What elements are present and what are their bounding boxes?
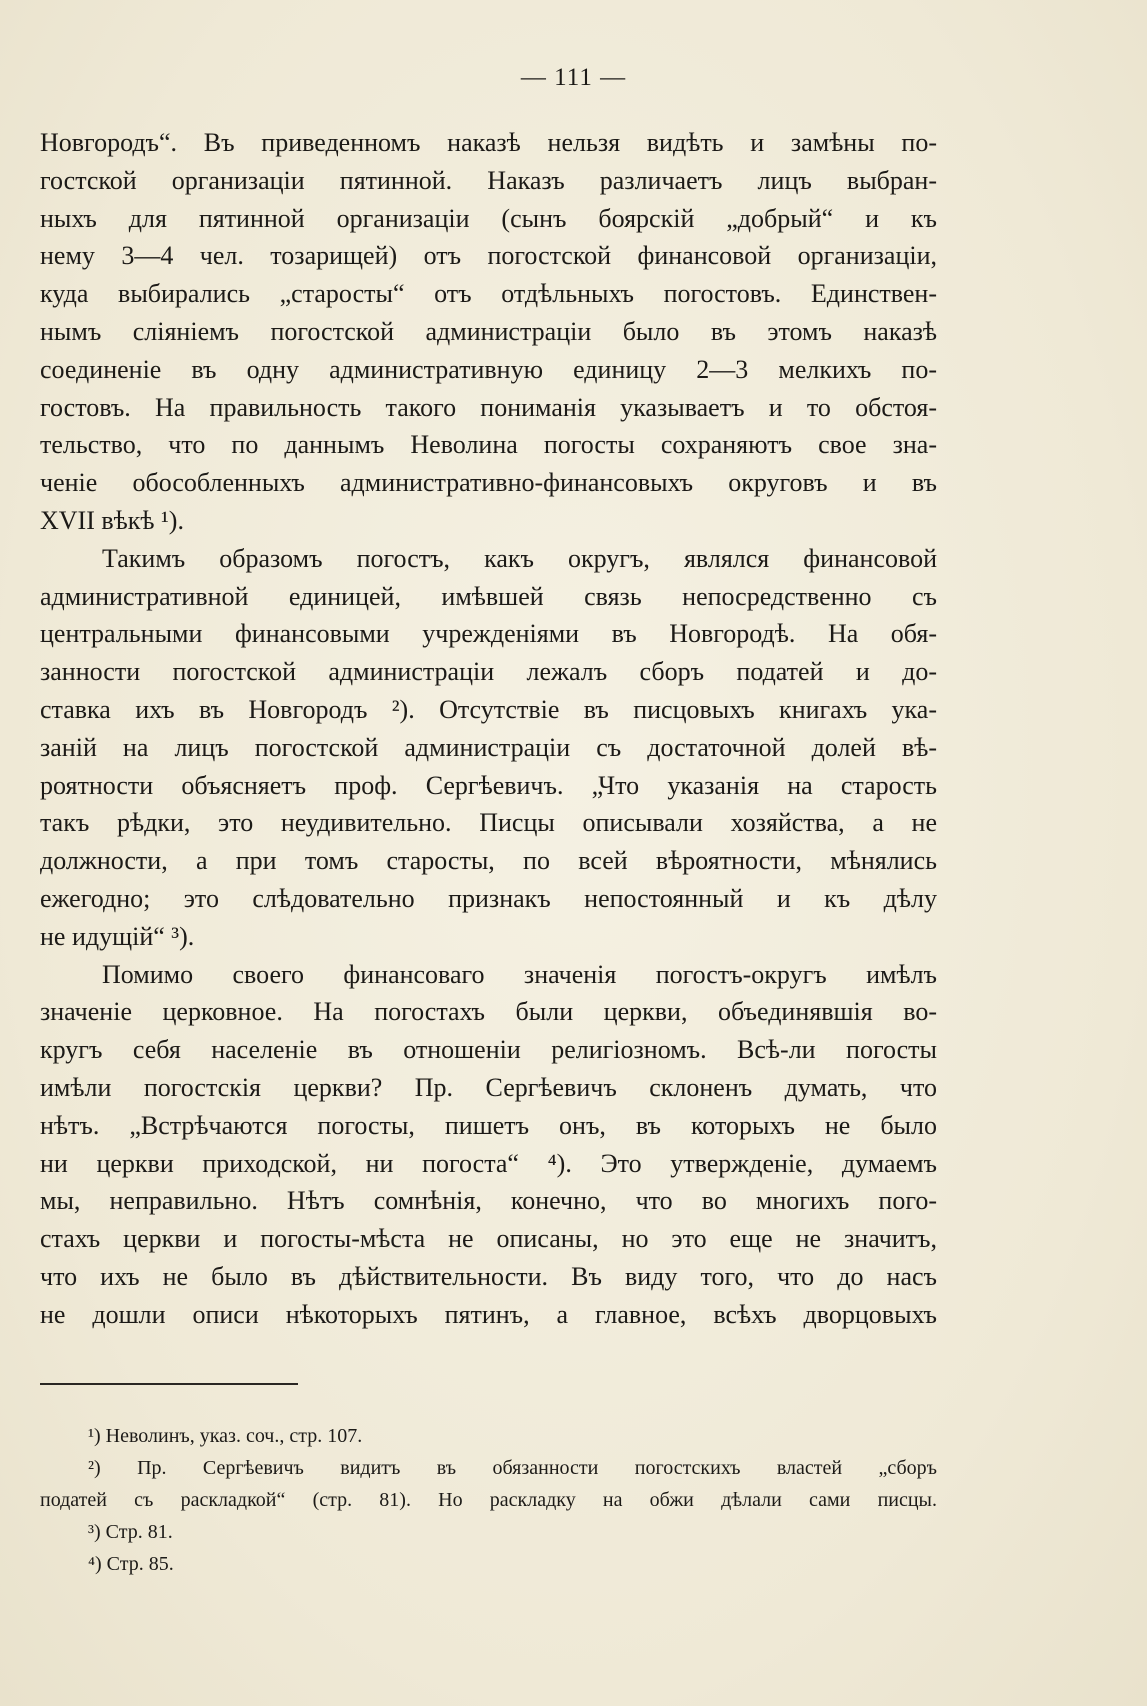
footnote-1: ¹) Неволинъ, указ. соч., стр. 107. [88,1425,363,1447]
text-line: административной единицей, имѣвшей связь непосредственно съ [40,581,937,611]
text-line: ставка ихъ въ Новгородъ ²). Отсутствіе въ писцовыхъ книгахъ ука- [40,694,937,724]
footnote-4: ⁴) Стр. 85. [88,1553,174,1575]
footnote-2-line-2: податей съ раскладкой“ (стр. 81). Но раскладку на обжи дѣлали сами писцы. [40,1489,937,1511]
text-line: роятности объясняетъ проф. Сергѣевичъ. „Что указанія на старость [40,770,937,800]
text-line: Такимъ образомъ погостъ, какъ округъ, являлся финансовой [102,543,937,573]
text-line: соединеніе въ одну административную единицу 2—3 мелкихъ по- [40,354,937,384]
text-line: куда выбирались „старосты“ отъ отдѣльныхъ погостовъ. Единствен- [40,279,937,309]
text-line: ни церкви приходской, ни погоста“ ⁴). Это утвержденіе, думаемъ [40,1148,937,1178]
text-line: центральными финансовыми учрежденіями въ Новгородѣ. На обя- [40,619,937,649]
text-line: должности, а при томъ старосты, по всей вѣроятности, мѣнялись [40,846,937,876]
text-line: нымъ сліяніемъ погостской администраціи было въ этомъ наказѣ [40,316,937,346]
paragraph-2 [40,540,937,956]
text-line: не дошли описи нѣкоторыхъ пятинъ, а главное, всѣхъ дворцовыхъ [40,1299,937,1329]
paragraph-1 [40,124,937,540]
page-number: — 111 — [520,64,627,91]
text-line: ныхъ для пятинной организаціи (сынъ боярскій „добрый“ и къ [40,203,937,233]
text-line: значеніе церковное. На погостахъ были церкви, объединявшія во- [40,997,937,1027]
footnote-separator [40,1383,298,1385]
text-line: Помимо своего финансоваго значенія погостъ-округъ имѣлъ [102,959,937,989]
text-line: тельство, что по даннымъ Неволина погосты сохраняютъ свое зна- [40,430,937,460]
text-line: гостовъ. На правильность такого пониманія указываетъ и то обстоя- [40,392,937,422]
text-line: нѣтъ. „Встрѣчаются погосты, пишетъ онъ, въ которыхъ не было [40,1110,937,1140]
paragraph-3 [40,956,937,1334]
text-line: XVII вѣкѣ ¹). [40,505,184,535]
footnote-2-line-1: ²) Пр. Сергѣевичъ видитъ въ обязанности погостскихъ властей „сборъ [88,1457,937,1479]
text-line: имѣли погостскія церкви? Пр. Сергѣевичъ склоненъ думать, что [40,1072,937,1102]
text-line: такъ рѣдки, это неудивительно. Писцы описывали хозяйства, а не [40,808,937,838]
text-line: что ихъ не было въ дѣйствительности. Въ виду того, что до насъ [40,1261,937,1291]
text-line: заній на лицъ погостской администраціи съ достаточной долей вѣ- [40,732,937,762]
text-line: гостской организаціи пятинной. Наказъ различаетъ лицъ выбран- [40,165,937,195]
text-line: ченіе обособленныхъ административно-финансовыхъ округовъ и въ [40,468,937,498]
footnote-3: ³) Стр. 81. [88,1521,173,1543]
main-text [40,124,937,1334]
text-line: ежегодно; это слѣдовательно признакъ непостоянный и къ дѣлу [40,883,937,913]
text-line: Новгородъ“. Въ приведенномъ наказѣ нельзя видѣть и замѣны по- [40,128,937,157]
text-line: стахъ церкви и погосты-мѣста не описаны, но это еще не значитъ, [40,1224,937,1254]
text-line: кругъ себя населеніе въ отношеніи религіозномъ. Всѣ-ли погосты [40,1035,937,1065]
footnotes [40,1420,937,1580]
text-line: занности погостской администраціи лежалъ сборъ податей и до- [40,657,937,687]
text-line: мы, неправильно. Нѣтъ сомнѣнія, конечно, что во многихъ пого- [40,1186,937,1216]
text-line: нему 3—4 чел. тозарищей) отъ погостской финансовой организаціи, [40,241,937,271]
text-line: не идущій“ ³). [40,921,195,951]
